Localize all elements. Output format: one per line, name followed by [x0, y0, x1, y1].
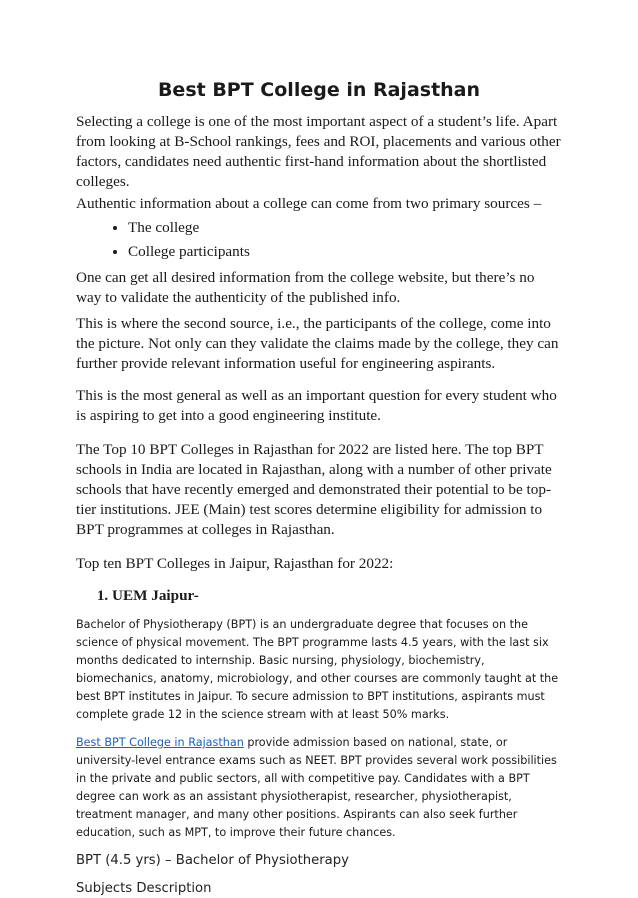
admission-paragraph-text: provide admission based on national, state, or university-level entrance exams such as NEET. BPT provides several work possibilities in the private and public sectors, all with competitive pay. Candidates with a BPT degree can work as an assistant physiotherapist, researcher, physiotherapist, treatment manager, and many other positions. Aspirants can also seek further education, such as MPT, to improve their future chances. — [76, 736, 557, 839]
list-item: • The college — [128, 216, 562, 240]
page-title: Best BPT College in Rajasthan — [157, 79, 481, 101]
top-ten-heading: Top ten BPT Colleges in Jaipur, Rajasthan for 2022: — [76, 555, 394, 572]
college-item-uem-jaipur: 1. UEM Jaipur- — [112, 586, 562, 606]
question-paragraph: This is the most general as well as an important question for every student who is aspiring to get into a good engineering institute. — [76, 387, 557, 424]
intro-paragraph: Selecting a college is one of the most important aspect of a student’s life. Apart from looking at B-School rankings, fees and ROI, placements and various other factors, candidates need authentic first-hand information about the shortlisted colleges. — [76, 113, 561, 190]
website-paragraph: One can get all desired information from the college website, but there’s no way to validate the authenticity of the published info. — [76, 269, 535, 306]
college-list — [76, 586, 562, 606]
sources-intro-paragraph: Authentic information about a college can come from two primary sources – — [76, 195, 542, 212]
top10-paragraph: The Top 10 BPT Colleges in Rajasthan for 2022 are listed here. The top BPT schools in India are located in Rajasthan, along with a number of other private schools that have recently emerged and demonstrated their potential to be top-tier institutions. JEE (Main) test scores determine eligibility for admission to BPT programmes at colleges in Rajasthan. — [76, 441, 552, 538]
bpt-description-paragraph: Bachelor of Physiotherapy (BPT) is an undergraduate degree that focuses on the science of physical movement. The BPT programme lasts 4.5 years, with the last six months dedicated to internship. Basic nursing, physiology, biochemistry, biomechanics, anatomy, microbiology, and other courses are commonly taught at the best BPT institutes in Jaipur. To secure admission to BPT institutions, aspirants must complete grade 12 in the science stream with at least 50% marks. — [76, 618, 559, 721]
sources-list — [76, 216, 562, 264]
subjects-line: Subjects Description — [76, 881, 212, 896]
second-source-paragraph: This is where the second source, i.e., the participants of the college, come into the picture. Not only can they validate the claims made by the college, they can further provide relevant information useful for engineering aspirants. — [76, 315, 559, 372]
best-bpt-college-link[interactable]: Best BPT College in Rajasthan — [76, 736, 244, 749]
course-line: BPT (4.5 yrs) – Bachelor of Physiotherapy — [76, 853, 349, 868]
list-item: • College participants — [128, 240, 562, 264]
